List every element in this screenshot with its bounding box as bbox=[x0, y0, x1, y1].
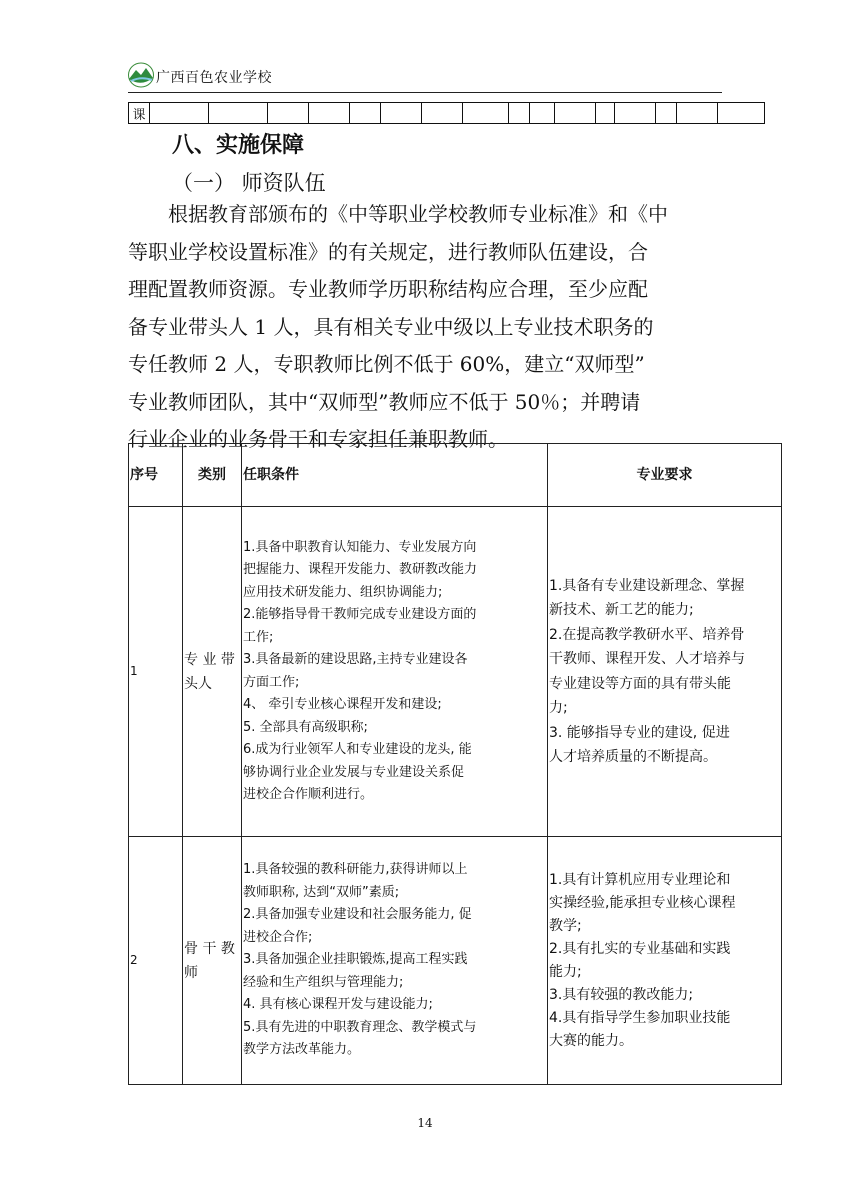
table-cell bbox=[509, 103, 530, 124]
condition-line: 方面工作; bbox=[243, 674, 300, 690]
requirement-line: 1.具有计算机应用专业理论和 bbox=[549, 871, 731, 888]
table-cell bbox=[615, 103, 656, 124]
requirement-line: 大赛的能力。 bbox=[549, 1032, 633, 1049]
table-row bbox=[129, 837, 782, 1085]
table-cell bbox=[209, 103, 268, 124]
requirement-line: 2.具有扎实的专业基础和实践 bbox=[549, 940, 731, 957]
school-name: 广西百色农业学校 bbox=[156, 70, 272, 86]
requirement-line: 干教师、课程开发、人才培养与 bbox=[549, 651, 745, 667]
table-cell bbox=[381, 103, 422, 124]
category-line: 骨 干 教 bbox=[184, 940, 235, 957]
requirement-line: 实操经验,能承担专业核心课程 bbox=[549, 894, 736, 911]
requirement-line: 专业建设等方面的具有带头能 bbox=[549, 675, 731, 692]
condition-line: 教学方法改革能力。 bbox=[243, 1042, 361, 1058]
header-requirements: 专业要求 bbox=[548, 444, 782, 507]
requirement-line: 教学; bbox=[549, 917, 582, 934]
table-row bbox=[129, 507, 782, 837]
table-cell bbox=[422, 103, 463, 124]
header-rule bbox=[128, 92, 722, 93]
requirement-line: 4.具有指导学生参加职业技能 bbox=[549, 1009, 731, 1026]
table-cell bbox=[463, 103, 509, 124]
page-number: 14 bbox=[417, 1116, 433, 1130]
table-cell bbox=[309, 103, 350, 124]
condition-line: 工作; bbox=[243, 629, 274, 645]
body-paragraph bbox=[128, 196, 728, 459]
row-index: 1 bbox=[129, 507, 183, 837]
page-header bbox=[128, 58, 722, 92]
condition-line: 进校企合作顺利进行。 bbox=[243, 787, 374, 802]
condition-line: 2.能够指导骨干教师完成专业建设方面的 bbox=[243, 607, 477, 622]
condition-line: 进校企合作; bbox=[243, 929, 313, 945]
condition-line: 4. 具有核心课程开发与建设能力; bbox=[243, 997, 433, 1013]
table-cell bbox=[596, 103, 615, 124]
teacher-requirements-table bbox=[128, 443, 782, 1085]
table-cell bbox=[555, 103, 596, 124]
requirement-line: 新技术、新工艺的能力; bbox=[549, 602, 694, 618]
section-heading: 八、实施保障 bbox=[172, 133, 305, 158]
header-index: 序号 bbox=[129, 444, 183, 507]
condition-line: 1.具备较强的教科研能力,获得讲师以上 bbox=[243, 862, 468, 878]
requirement-line: 2.在提高教学教研水平、培养骨 bbox=[549, 626, 745, 643]
requirement-line: 3. 能够指导专业的建设, 促进 bbox=[549, 724, 730, 741]
requirement-line: 力; bbox=[549, 700, 568, 716]
category-line: 头人 bbox=[184, 675, 212, 692]
paragraph-line: 理配置教师资源。专业教师学历职称结构应合理，至少应配 bbox=[128, 277, 648, 301]
table-cell bbox=[718, 103, 765, 124]
category-line: 师 bbox=[184, 964, 198, 981]
condition-line: 3.具备加强企业挂职锻炼,提高工程实践 bbox=[243, 952, 468, 968]
condition-line: 应用技术研发能力、组织协调能力; bbox=[243, 584, 443, 600]
table-cell bbox=[268, 103, 309, 124]
condition-line: 教师职称, 达到“双师”素质; bbox=[243, 884, 400, 900]
header-category: 类别 bbox=[183, 444, 242, 507]
row-category bbox=[183, 507, 242, 837]
category-line: 专 业 带 bbox=[184, 651, 235, 668]
table-cell bbox=[656, 103, 677, 124]
row-conditions bbox=[242, 837, 548, 1085]
row-conditions bbox=[242, 507, 548, 837]
condition-line: 经验和生产组织与管理能力; bbox=[243, 974, 404, 990]
condition-line: 4、 牵引专业核心课程开发和建设; bbox=[243, 697, 442, 712]
condition-line: 1.具备中职教育认知能力、专业发展方向 bbox=[243, 539, 477, 555]
table-cell bbox=[150, 103, 209, 124]
requirement-line: 1.具备有专业建设新理念、掌握 bbox=[549, 577, 745, 594]
paragraph-line: 专任教师 2 人，专职教师比例不低于 60%，建立“双师型” bbox=[128, 352, 645, 376]
condition-line: 3.具备最新的建设思路,主持专业建设各 bbox=[243, 652, 468, 667]
table-cell: 课 bbox=[129, 103, 150, 124]
row-index: 2 bbox=[129, 837, 183, 1085]
paragraph-line: 根据教育部颁布的《中等职业学校教师专业标准》和《中 bbox=[128, 202, 668, 226]
requirement-line: 人才培养质量的不断提高。 bbox=[549, 749, 717, 765]
subsection-heading: （一） 师资队伍 bbox=[172, 171, 326, 195]
requirement-line: 能力; bbox=[549, 963, 582, 980]
paragraph-line: 等职业学校设置标准》的有关规定，进行教师队伍建设，合 bbox=[128, 239, 648, 264]
row-requirements bbox=[548, 837, 782, 1085]
table-cell bbox=[677, 103, 718, 124]
table-cell bbox=[530, 103, 555, 124]
condition-line: 5. 全部具有高级职称; bbox=[243, 719, 368, 735]
condition-line: 5.具有先进的中职教育理念、教学模式与 bbox=[243, 1019, 477, 1035]
row-category bbox=[183, 837, 242, 1085]
mountain-logo-icon bbox=[128, 62, 154, 88]
paragraph-line: 专业教师团队，其中“双师型”教师应不低于 50％；并聘请 bbox=[128, 389, 641, 414]
condition-line: 6.成为行业领军人和专业建设的龙头, 能 bbox=[243, 742, 472, 757]
table-header-row bbox=[129, 444, 782, 507]
previous-table-fragment bbox=[128, 102, 765, 124]
header-conditions: 任职条件 bbox=[242, 444, 548, 507]
table-cell bbox=[350, 103, 381, 124]
paragraph-line: 行业企业的业务骨干和专家担任兼职教师。 bbox=[128, 427, 508, 451]
condition-line: 2.具备加强专业建设和社会服务能力, 促 bbox=[243, 907, 472, 923]
condition-line: 把握能力、课程开发能力、教研教改能力 bbox=[243, 562, 478, 577]
row-requirements bbox=[548, 507, 782, 837]
condition-line: 够协调行业企业发展与专业建设关系促 bbox=[243, 764, 465, 780]
requirement-line: 3.具有较强的教改能力; bbox=[549, 986, 694, 1003]
paragraph-line: 备专业带头人 1 人，具有相关专业中级以上专业技术职务的 bbox=[128, 314, 654, 339]
